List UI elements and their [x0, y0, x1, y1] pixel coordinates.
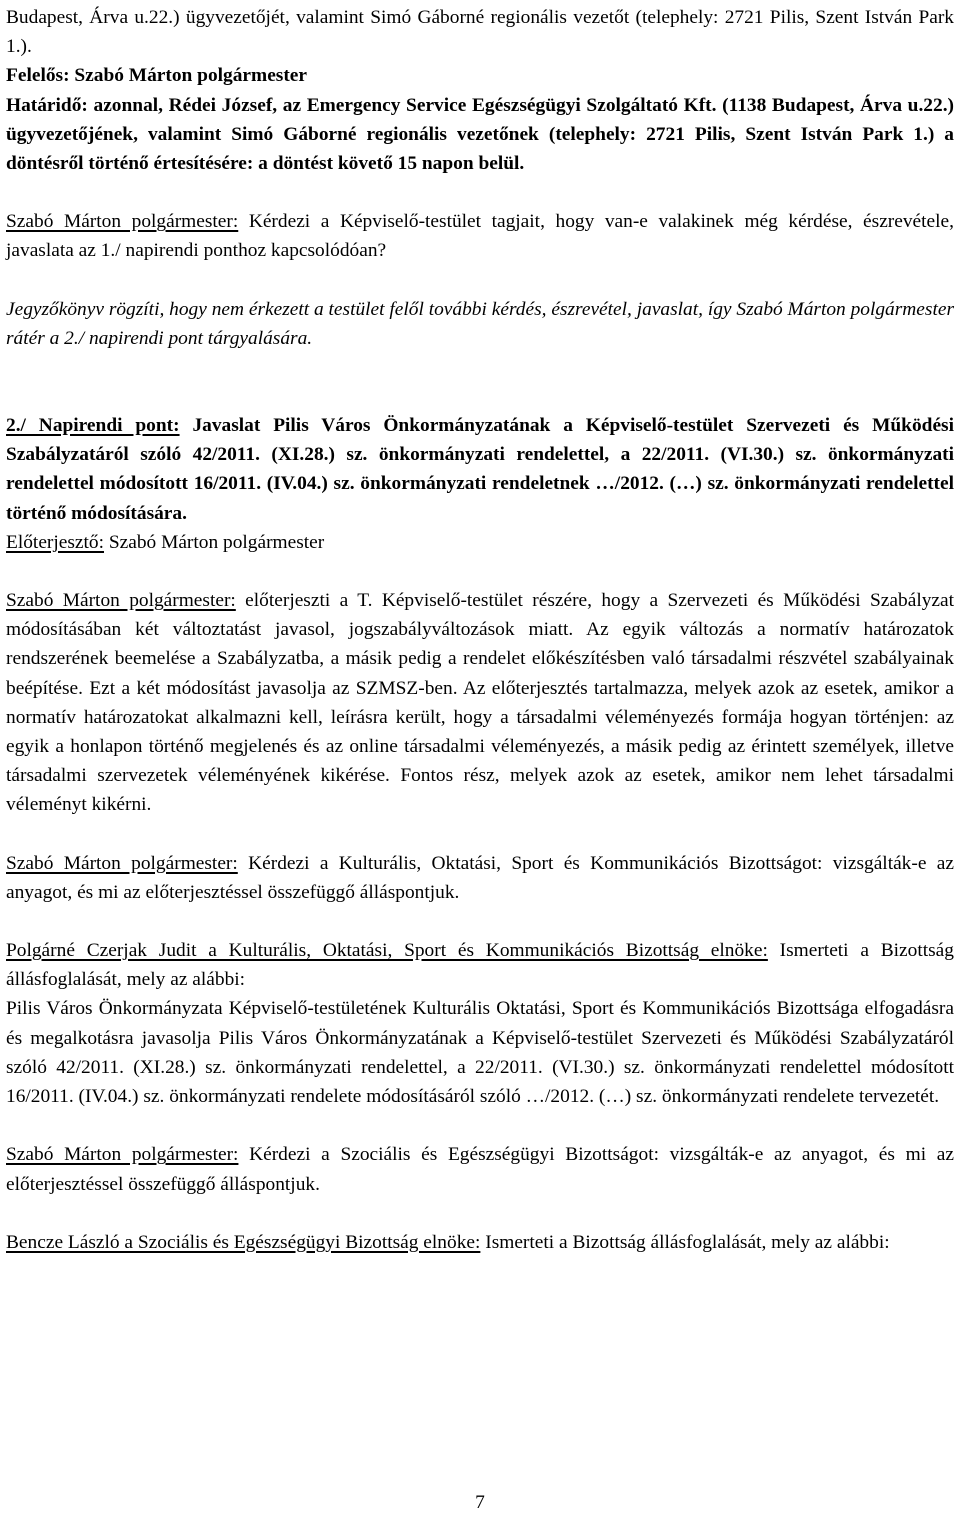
speech-text: Ismerteti a Bizottság állásfoglalását, mely az alábbi:: [480, 1231, 890, 1253]
agenda-item-title: Javaslat Pilis Város Önkormányzatának a Képviselő-testület Szervezeti és Működési Szabályzatáról szóló 42/2011. (XI.28.) sz. önkormányzati rendelettel, a 22/2011. (VI.30.) sz. önkormányzati rendelettel módosított 16/2011. (IV.04.) sz. önkormányzati rendeletnek …/2012. (…) sz. önkormányzati rendelettel történő módosítására.: [6, 415, 954, 524]
paragraph-committee-chair-1: [6, 936, 954, 994]
paragraph-previous-decision-end: [6, 3, 954, 61]
presenter-label: Előterjesztő:: [6, 531, 104, 553]
text-previous-decision: Budapest, Árva u.22.) ügyvezetőjét, valamint Simó Gáborné regionális vezetőt (telephely: 2721 Pilis, Szent István Park 1.).: [6, 7, 954, 58]
paragraph-mayor-question-2: [6, 849, 954, 907]
speech-text: Kérdezi a Kulturális, Oktatási, Sport és Kommunikációs Bizottságot: vizsgálták-e az anyagot, és mi az előterjesztéssel összefüggő álláspontjuk.: [6, 852, 954, 903]
paragraph-committee-chair-2: [6, 1228, 954, 1257]
text-responsible: Felelős: Szabó Márton polgármester: [6, 65, 308, 87]
agenda-item-2: [6, 411, 954, 528]
speaker-name: Szabó Márton polgármester:: [6, 211, 239, 233]
speech-text: Kérdezi a Képviselő-testület tagjait, hogy van-e valakinek még kérdése, észrevétele, javaslata az 1./ napirendi ponthoz kapcsolódóan?: [6, 211, 954, 262]
document-page: [6, 3, 954, 1257]
paragraph-mayor-question-1: [6, 207, 954, 265]
speaker-name: Szabó Márton polgármester:: [6, 1144, 239, 1166]
speaker-name: Szabó Márton polgármester:: [6, 852, 238, 874]
speaker-name: Szabó Márton polgármester:: [6, 590, 236, 612]
resolution-text: Pilis Város Önkormányzata Képviselő-testületének Kulturális Oktatási, Sport és Kommunikációs Bizottsága elfogadásra és megalkotásra javasolja Pilis Város Önkormányzatának a Képviselő-testület Szervezeti és Működési Szabályzatáról szóló 42/2011. (XI.28.) sz. önkormányzati rendelettel, a 22/2011. (VI.30.) sz. önkormányzati rendelettel módosított 16/2011. (IV.04.) sz. önkormányzati rendelete módosításáról szóló …/2012. (…) sz. önkormányzati rendelete tervezetét.: [6, 998, 954, 1108]
paragraph-mayor-presentation: [6, 586, 954, 820]
agenda-item-label: 2./ Napirendi pont:: [6, 415, 180, 437]
page-number: 7: [475, 1492, 485, 1513]
paragraph-committee-resolution: [6, 994, 954, 1111]
speaker-name: Polgárné Czerjak Judit a Kulturális, Oktatási, Sport és Kommunikációs Bizottság elnöke:: [6, 940, 768, 962]
paragraph-mayor-question-3: [6, 1140, 954, 1198]
speech-text: Ismerteti a Bizottság állásfoglalását, mely az alábbi:: [6, 940, 954, 991]
presenter-line: [6, 528, 954, 557]
speaker-name: Bencze László a Szociális és Egészségügyi Bizottság elnöke:: [6, 1231, 481, 1253]
speech-text: Kérdezi a Szociális és Egészségügyi Bizottságot: vizsgálták-e az anyagot, és mi az előterjesztéssel összefüggő álláspontjuk.: [6, 1144, 954, 1195]
minutes-note-text: Jegyzőkönyv rögzíti, hogy nem érkezett a testület felől további kérdés, észrevétel, javaslat, így Szabó Márton polgármester rátér a 2./ napirendi pont tárgyalására.: [6, 298, 954, 349]
responsible-line: [6, 61, 954, 90]
paragraph-minutes-note: [6, 295, 954, 353]
speech-text: előterjeszti a T. Képviselő-testület részére, hogy a Szervezeti és Működési Szabályzat módosításában két változtatást javasol, jogszabályváltozások miatt. Az egyik változás a normatív határozatok rendszerének beemelése a Szabályzatba, a másik pedig a rendelet előkészítésben való társadalmi részvétel szabályainak beépítése. Ezt a két módosítást javasolja az SZMSZ-ben. Az előterjesztés tartalmazza, melyek azok az esetek, amikor a normatív határozatokat alkalmazni kell, leírásra került, hogy a társadalmi véleményezés formája hogyan történjen: az egyik a honlapon történő megjelenés és az online társadalmi véleményezés, a másik pedig az érintett személyek, illetve társadalmi szervezetek véleményének kikérése. Fontos rész, melyek azok az esetek, amikor nem lehet társadalmi véleményt kikérni.: [6, 590, 954, 816]
presenter-name: Szabó Márton polgármester: [104, 531, 325, 553]
text-deadline: Határidő: azonnal, Rédei József, az Emergency Service Egészségügyi Szolgáltató Kft. (1138 Budapest, Árva u.22.) ügyvezetőjének, valamint Simó Gáborné regionális vezetőnek (telephely: 2721 Pilis, Szent István Park 1.) a döntésről történő értesítésére: a döntést követő 15 napon belül.: [6, 94, 954, 175]
deadline-paragraph: [6, 91, 954, 179]
